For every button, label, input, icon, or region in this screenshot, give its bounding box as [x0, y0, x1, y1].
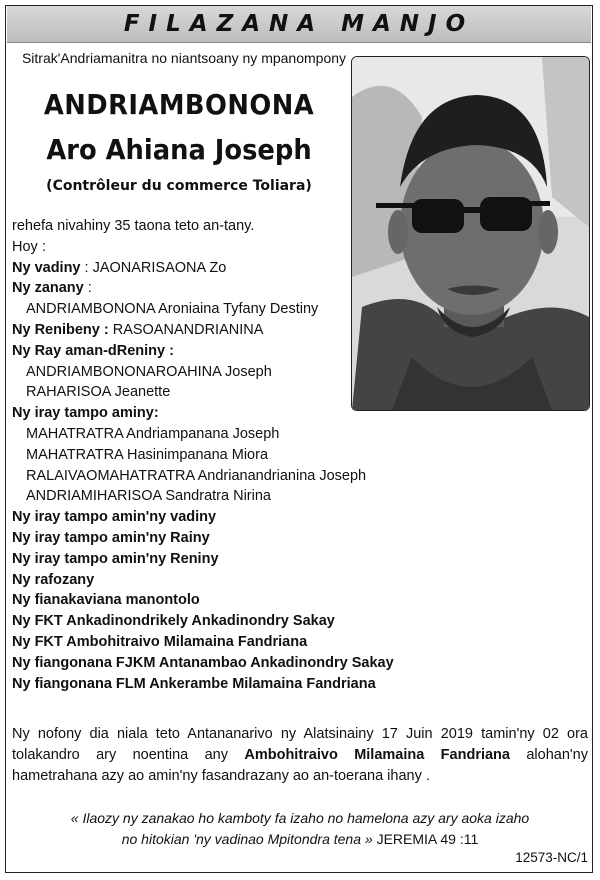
notice-line — [12, 216, 432, 237]
line-text: RAHARISOA Jeanette — [26, 384, 171, 401]
line-label: Ny FKT Ankadinondrikely Ankadinondry Sakay — [12, 613, 335, 630]
quote-line-1: « Ilaozy ny zanakao ho kamboty fa izaho no hamelona azy ary aoka izaho — [70, 810, 530, 826]
line-label: Ny vadiny — [12, 259, 81, 276]
line-label: Ny rafozany — [12, 571, 95, 588]
intro-text: Sitrak'Andriamanitra no niantsoany ny mpanompony — [21, 50, 347, 66]
line-label: Ny iray tampo amin'ny vadiny — [12, 509, 217, 526]
notice-line — [12, 674, 432, 695]
line-text: RALAIVAOMAHATRATRA Andrianandrianina Joseph — [26, 467, 367, 484]
notice-title: FILAZANA MANJO — [123, 11, 475, 37]
line-label: Ny fiangonana FJKM Antanambao Ankadinondry Sakay — [12, 654, 394, 671]
notice-line — [12, 590, 432, 611]
line-label: Ny FKT Ambohitraivo Milamaina Fandriana — [12, 633, 308, 650]
notice-line — [12, 299, 432, 320]
scripture-quote — [12, 808, 588, 850]
notice-line — [12, 382, 432, 403]
line-text: : — [83, 280, 92, 297]
notice-line — [12, 653, 432, 674]
notice-line — [12, 341, 432, 362]
line-label: Ny Ray aman-dReniny : — [12, 342, 174, 359]
quote-reference: JEREMIA 49 :11 — [372, 831, 479, 847]
notice-line — [12, 445, 432, 466]
notice-line — [12, 528, 432, 549]
notice-line — [12, 320, 432, 341]
notice-line — [12, 549, 432, 570]
line-label: Ny iray tampo amin'ny Rainy — [12, 529, 210, 546]
line-text: MAHATRATRA Andriampanana Joseph — [26, 425, 280, 442]
notice-line — [12, 486, 432, 507]
notice-line — [12, 237, 432, 258]
deceased-given-name: Aro Ahiana Joseph — [46, 133, 312, 166]
line-text: RASOANANDRIANINA — [108, 321, 264, 338]
line-label: Ny fianakaviana manontolo — [12, 592, 200, 609]
deceased-surname: ANDRIAMBONONA — [43, 88, 315, 121]
notice-line — [12, 632, 432, 653]
notice-line — [12, 611, 432, 632]
notice-header — [7, 6, 591, 43]
quote-line-2: no hitokian 'ny vadinao Mpitondra tena » — [121, 831, 373, 847]
line-label: Ny iray tampo aminy: — [12, 405, 159, 422]
notice-line — [12, 258, 432, 279]
notice-line — [12, 507, 432, 528]
notice-line — [12, 466, 432, 487]
line-text: MAHATRATRA Hasinimpanana Miora — [26, 446, 269, 463]
burial-paragraph — [12, 724, 588, 787]
deceased-role: (Contrôleur du commerce Toliara) — [46, 178, 312, 194]
line-text: ANDRIAMBONONAROAHINA Joseph — [26, 363, 272, 380]
reference-code: 12573-NC/1 — [515, 850, 588, 865]
line-label: Ny zanany — [12, 280, 84, 297]
notice-line — [12, 278, 432, 299]
line-label: Ny Renibeny : — [12, 321, 109, 338]
paragraph-text: Ny nofony dia niala teto Antananarivo ny Alatsinainy 17 Juin 2019 tamin'ny 02 ora tolakandro ary noentina any — [12, 726, 588, 763]
notice-line — [12, 403, 432, 424]
line-text: ANDRIAMIHARISOA Sandratra Nirina — [26, 488, 271, 505]
notice-line — [12, 424, 432, 445]
line-text: : JAONARISAONA Zo — [80, 259, 227, 276]
notice-line — [12, 362, 432, 383]
paragraph-text-end: alohan'ny hametrahana azy ao amin'ny fasandrazany ao an-toerana ihany . — [12, 747, 588, 784]
notice-body — [12, 216, 432, 694]
notice-line — [12, 570, 432, 591]
line-label: Ny iray tampo amin'ny Reniny — [12, 550, 219, 567]
line-label: Ny fiangonana FLM Ankerambe Milamaina Fandriana — [12, 675, 376, 692]
paragraph-place: Ambohitraivo Milamaina Fandriana — [244, 747, 510, 763]
line-text: ANDRIAMBONONA Aroniaina Tyfany Destiny — [26, 301, 319, 318]
line-text: rehefa nivahiny 35 taona teto an-tany. — [12, 218, 255, 234]
line-text: Hoy : — [12, 238, 46, 255]
